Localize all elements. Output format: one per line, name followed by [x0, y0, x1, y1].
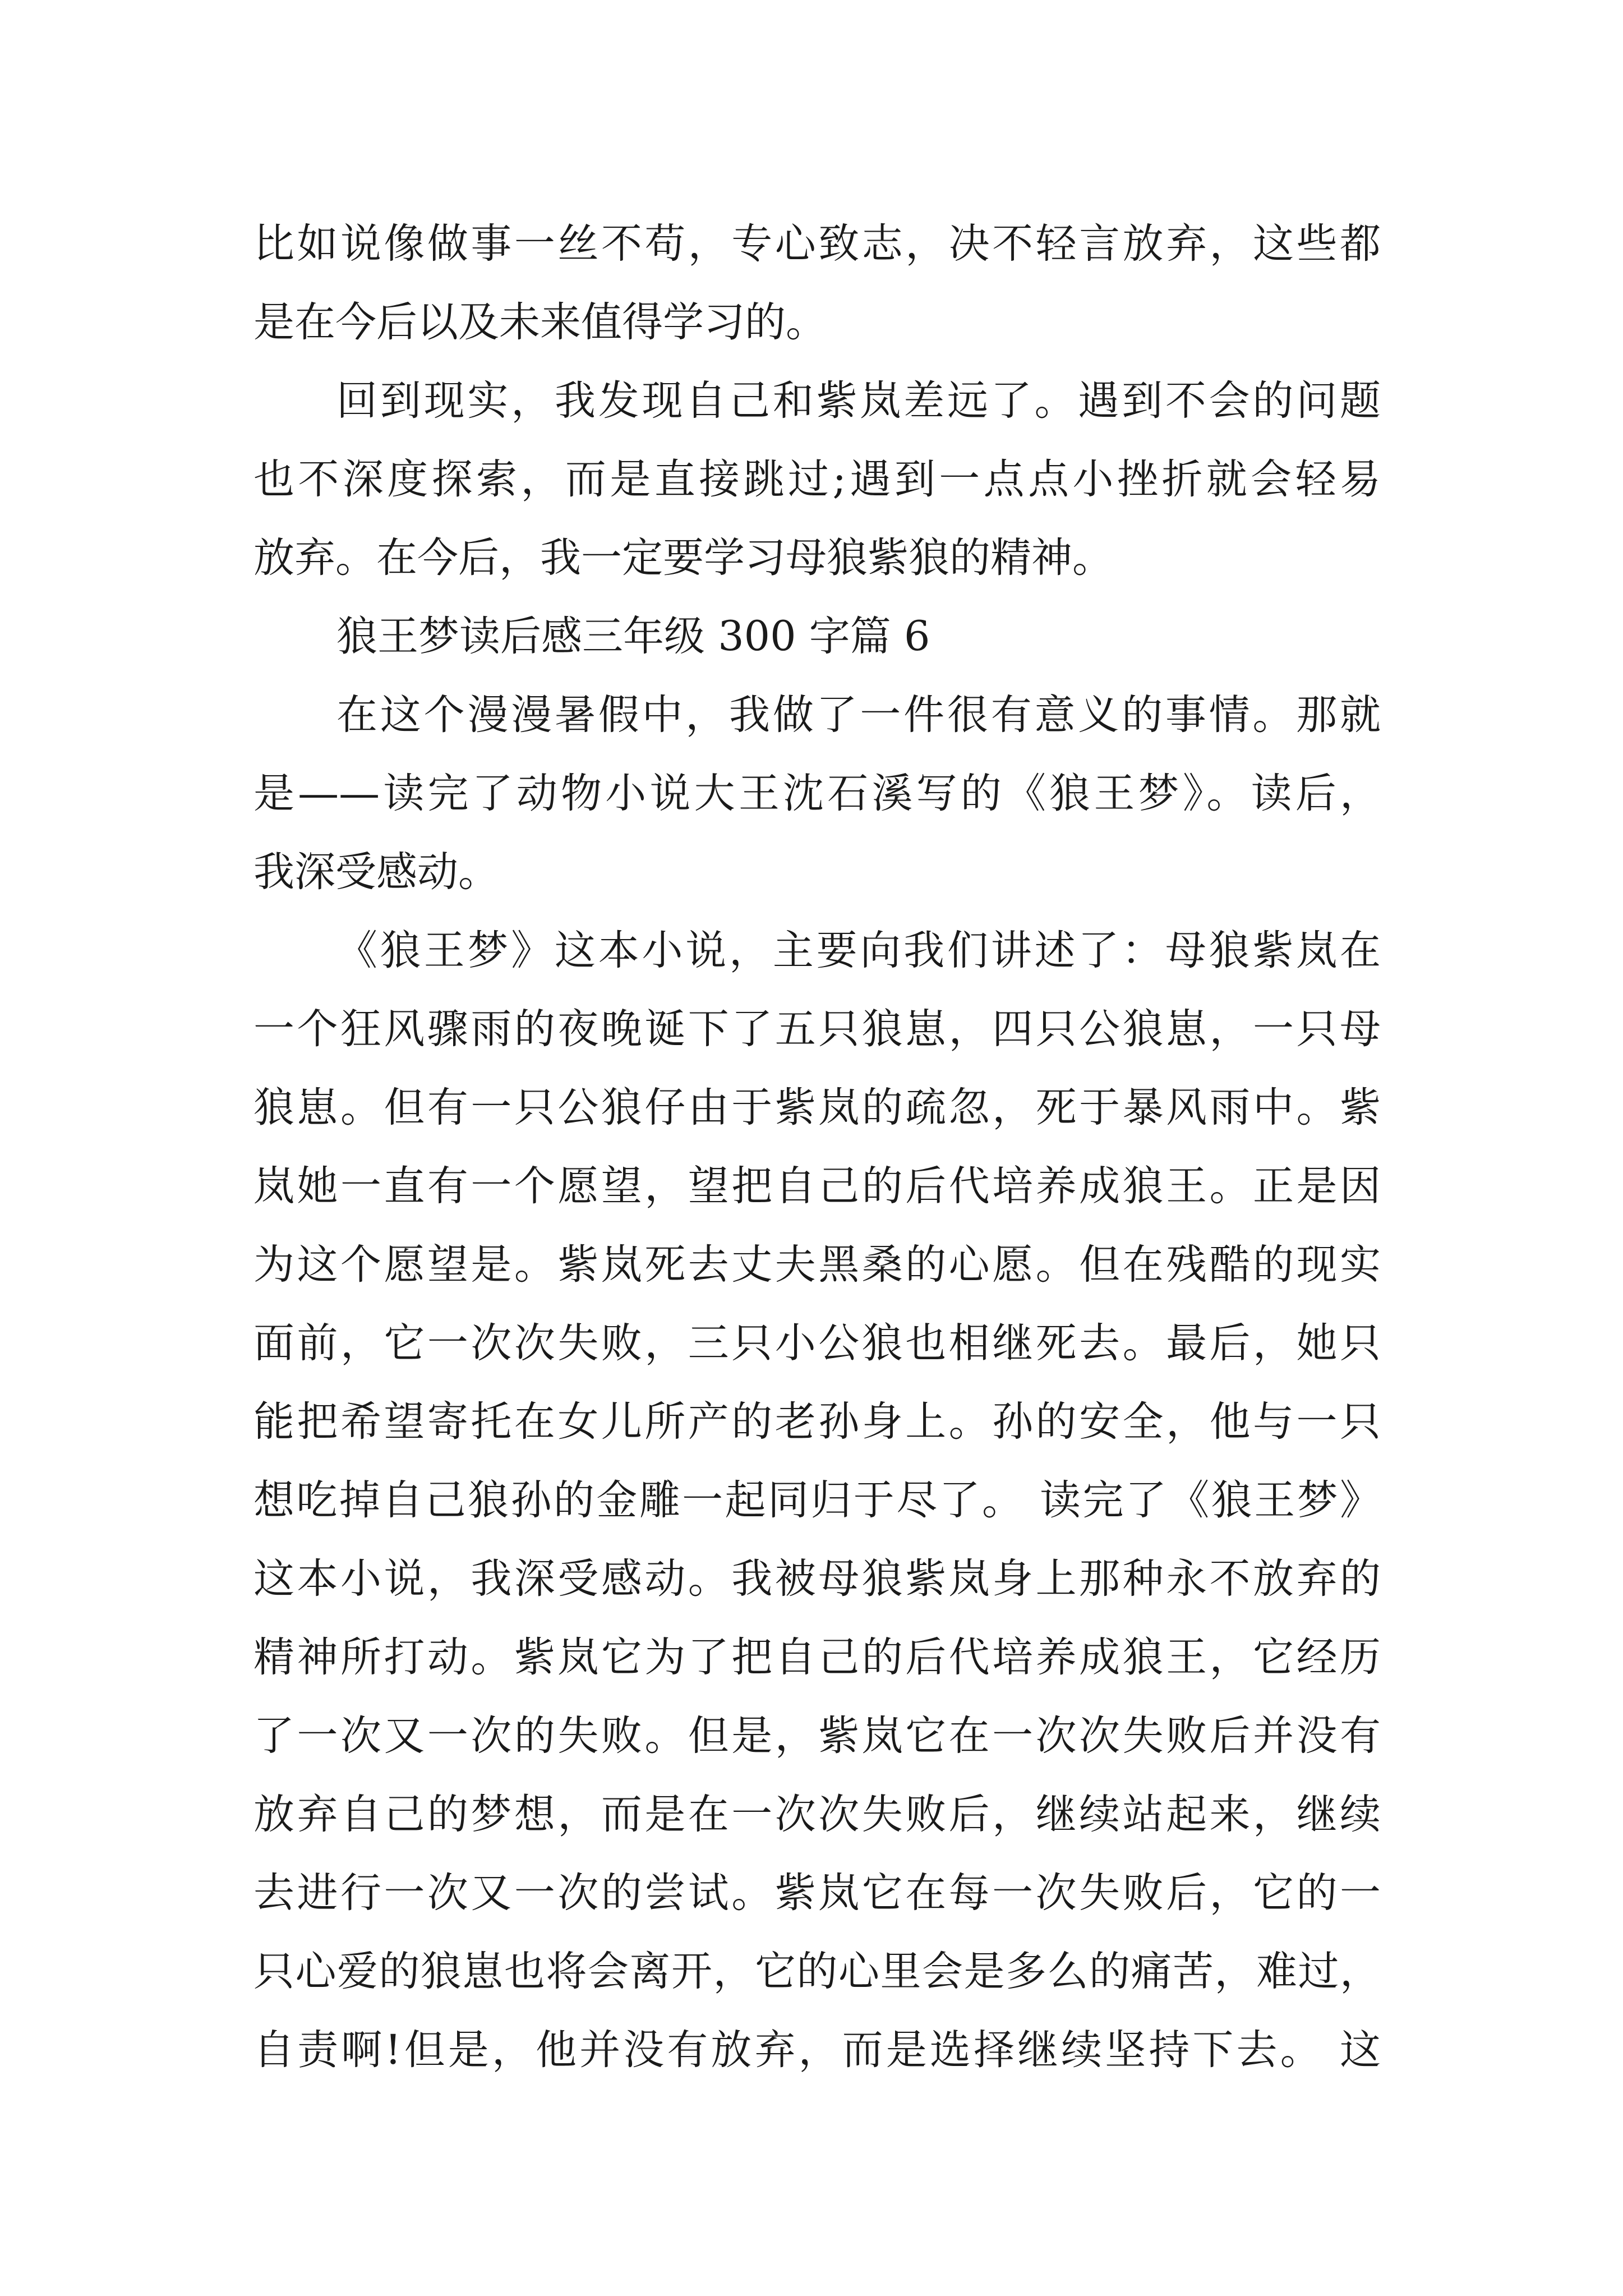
text-line: 也不深度探索，而是直接跳过;遇到一点点小挫折就会轻易 [253, 455, 1381, 503]
text-line: 我深受感动。 [253, 848, 499, 896]
text-line: 能把希望寄托在女儿所产的老孙身上。孙的安全，他与一只 [253, 1398, 1381, 1446]
text-line: 狼崽。但有一只公狼仔由于紫岚的疏忽，死于暴风雨中。紫 [253, 1084, 1381, 1131]
text-line: 比如说像做事一丝不苟，专心致志，决不轻言放弃，这些都 [253, 220, 1381, 268]
text-line: 这本小说，我深受感动。我被母狼紫岚身上那种永不放弃的 [253, 1555, 1381, 1603]
text-line: 了一次又一次的失败。但是，紫岚它在一次次失败后并没有 [253, 1712, 1381, 1760]
text-line: 在这个漫漫暑假中，我做了一件很有意义的事情。那就 [336, 691, 1381, 739]
text-line: 一个狂风骤雨的夜晚诞下了五只狼崽，四只公狼崽，一只母 [253, 1005, 1381, 1053]
text-line: 面前，它一次次失败，三只小公狼也相继死去。最后，她只 [253, 1319, 1381, 1367]
text-line: 想吃掉自己狼孙的金雕一起同归于尽了。 读完了《狼王梦》 [253, 1476, 1381, 1524]
text-line: 岚她一直有一个愿望，望把自己的后代培养成狼王。正是因 [253, 1162, 1381, 1210]
text-line: 自责啊!但是，他并没有放弃，而是选择继续坚持下去。 这 [253, 2026, 1381, 2074]
text-line: 为这个愿望是。紫岚死去丈夫黑桑的心愿。但在残酷的现实 [253, 1241, 1381, 1289]
text-line: 只心爱的狼崽也将会离开，它的心里会是多么的痛苦，难过， [253, 1948, 1381, 1995]
text-line: 放弃自己的梦想，而是在一次次失败后，继续站起来，继续 [253, 1791, 1381, 1838]
text-line: 是——读完了动物小说大王沈石溪写的《狼王梦》。读后， [253, 770, 1381, 817]
text-line: 回到现实，我发现自己和紫岚差远了。遇到不会的问题 [336, 377, 1381, 425]
text-line: 《狼王梦》这本小说，主要向我们讲述了：母狼紫岚在 [336, 927, 1381, 974]
text-line: 精神所打动。紫岚它为了把自己的后代培养成狼王，它经历 [253, 1634, 1381, 1681]
text-line: 是在今后以及未来值得学习的。 [253, 298, 827, 346]
text-line: 放弃。在今后，我一定要学习母狼紫狼的精神。 [253, 534, 1113, 582]
section-heading: 狼王梦读后感三年级 300 字篇 6 [336, 613, 930, 660]
text-line: 去进行一次又一次的尝试。紫岚它在每一次失败后，它的一 [253, 1869, 1381, 1917]
